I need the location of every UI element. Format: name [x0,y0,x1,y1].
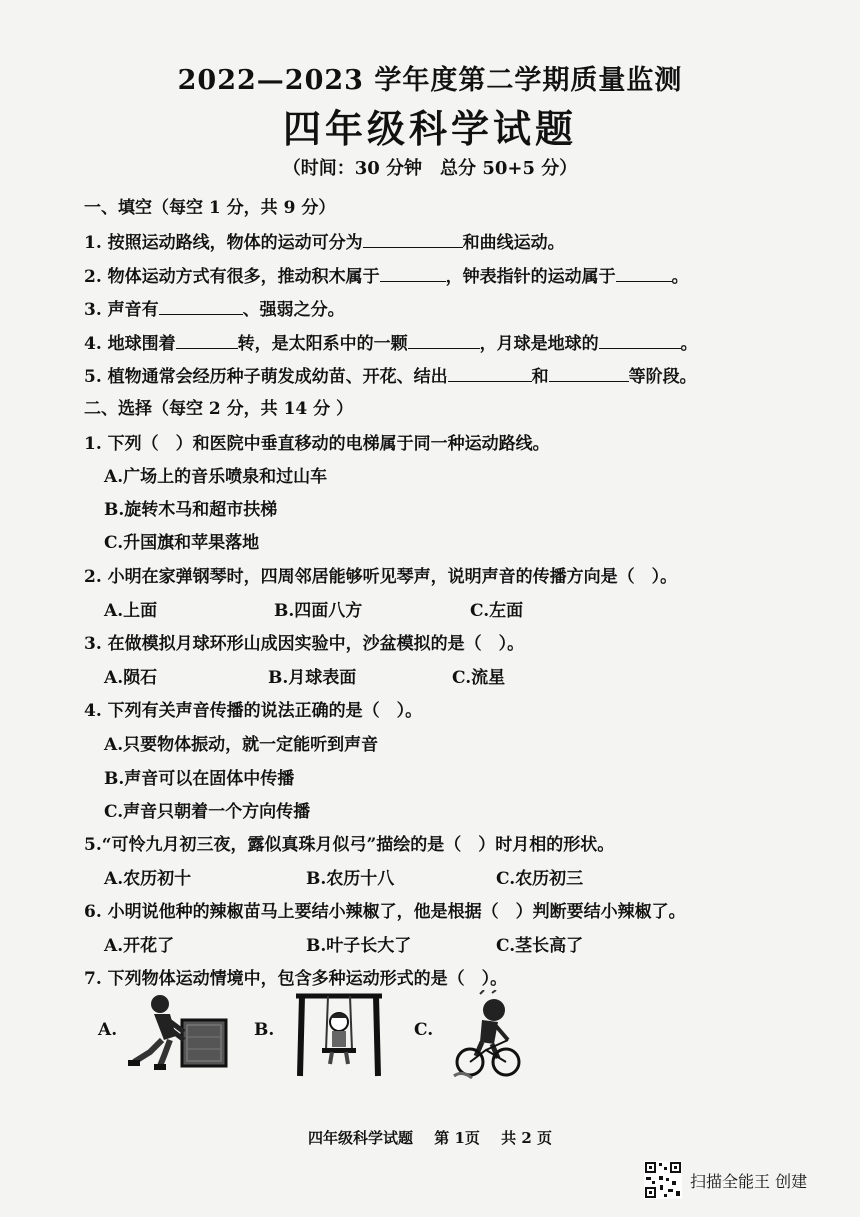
option-c[interactable]: C.农历初三 [496,869,584,889]
option-a[interactable]: A.只要物体振动，就一定能听到声音 [104,735,379,755]
exam-title-term: 2022—2023 学年度第二学期质量监测 [177,65,683,96]
answer-blank[interactable] [549,365,629,382]
section-choice-heading: 二、选择（每空 2 分，共 14 分 ） [84,399,354,419]
footer-page-number: 第 1页 [434,1129,480,1147]
answer-blank[interactable] [448,365,532,382]
option-a[interactable]: A. [98,1020,118,1040]
page-footer [0,1127,860,1148]
answer-blank[interactable] [380,265,446,282]
footer-total-pages: 共 2 页 [501,1129,553,1147]
choice-question-2: 2. 小明在家弹钢琴时，四周邻居能够听见琴声，说明声音的传播方向是（ ）。 [84,567,678,587]
exam-subtitle: （时间：30 分钟 总分 50+5 分） [282,158,578,179]
swing-illustration [294,990,384,1078]
fill-question-4: 4. 地球围着 转，是太阳系中的一颗 ，月球是地球的 。 [84,334,698,354]
fill-question-2: 2. 物体运动方式有很多，推动积木属于 ，钟表指针的运动属于 。 [84,267,689,287]
choice-question-5: 5.“可怜九月初三夜，露似真珠月似弓”描绘的是（ ）时月相的形状。 [84,835,615,855]
option-b[interactable]: B.声音可以在固体中传播 [104,769,295,789]
option-b[interactable]: B.农历十八 [306,869,395,889]
cycling-illustration [452,990,524,1082]
pushing-box-illustration [124,990,230,1072]
choice-question-6: 6. 小明说他种的辣椒苗马上要结小辣椒了，他是根据（ ）判断要结小辣椒了。 [84,902,686,922]
answer-blank[interactable] [408,332,480,349]
fill-question-3: 3. 声音有 、强弱之分。 [84,300,345,320]
fill-question-5: 5. 植物通常会经历种子萌发成幼苗、开花、结出 和 等阶段。 [84,367,697,387]
choice-question-7: 7. 下列物体运动情境中，包含多种运动形式的是（ ）。 [84,969,508,989]
answer-blank[interactable] [599,332,681,349]
choice-question-4: 4. 下列有关声音传播的说法正确的是（ ）。 [84,701,423,721]
option-a[interactable]: A.农历初十 [104,869,192,889]
option-c[interactable]: C.茎长高了 [496,936,584,956]
option-b[interactable]: B.月球表面 [268,668,357,688]
answer-blank[interactable] [616,265,672,282]
option-c[interactable]: C.声音只朝着一个方向传播 [104,802,311,822]
option-b[interactable]: B. [254,1020,275,1040]
answer-blank[interactable] [159,298,243,315]
footer-exam-name: 四年级科学试题 [307,1129,413,1147]
answer-blank[interactable] [176,332,238,349]
option-a[interactable]: A.开花了 [104,936,175,956]
exam-title-subject: 四年级科学试题 [282,106,577,151]
option-a[interactable]: A.陨石 [104,668,158,688]
option-c[interactable]: C.左面 [470,601,524,621]
scanner-watermark [644,1160,807,1200]
answer-blank[interactable] [363,231,463,248]
option-c[interactable]: C.流星 [452,668,506,688]
option-b[interactable]: B.叶子长大了 [306,936,412,956]
choice-question-3: 3. 在做模拟月球环形山成因实验中，沙盆模拟的是（ ）。 [84,634,525,654]
qr-code-icon [644,1161,682,1199]
choice-question-1: 1. 下列（ ）和医院中垂直移动的电梯属于同一种运动路线。 [84,434,550,454]
option-c[interactable]: C.升国旗和苹果落地 [104,533,260,553]
scanner-label: 扫描全能王 创建 [690,1171,808,1191]
fill-question-1: 1. 按照运动路线，物体的运动可分为 和曲线运动。 [84,233,565,253]
option-b[interactable]: B.旋转木马和超市扶梯 [104,500,278,520]
section-fill-heading: 一、填空（每空 1 分，共 9 分） [84,198,336,218]
option-a[interactable]: A.上面 [104,601,158,621]
option-c[interactable]: C. [414,1020,434,1040]
option-b[interactable]: B.四面八方 [274,601,363,621]
option-a[interactable]: A.广场上的音乐喷泉和过山车 [104,467,328,487]
